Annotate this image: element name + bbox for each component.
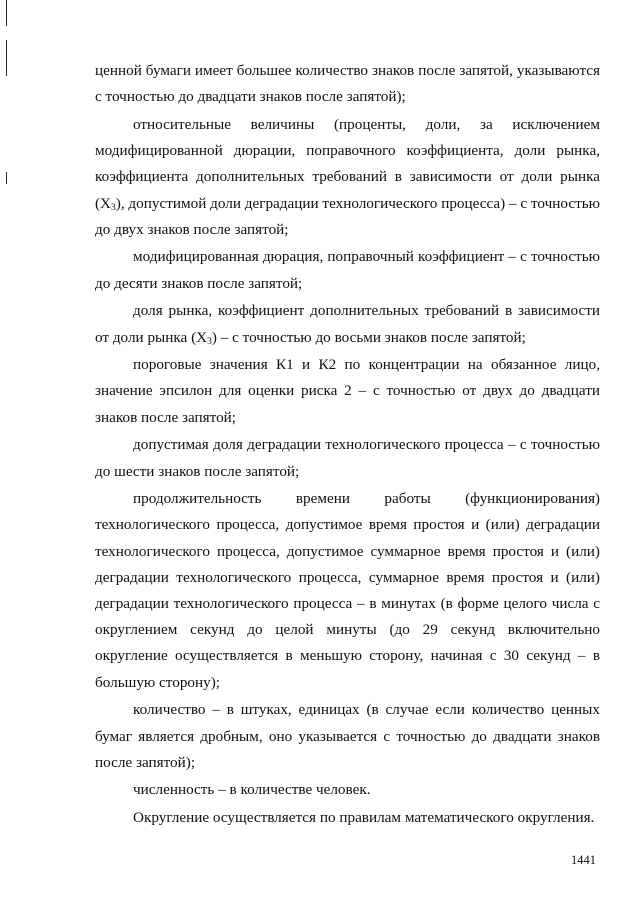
paragraph: пороговые значения К1 и К2 по концентрации на обязанное лицо, значение эпсилон для оценки риска 2 – с точностью от двух до двадцати знаков после запятой; bbox=[95, 356, 600, 426]
paragraph-text-tail: ) – с точностью до восьми знаков после запятой; bbox=[211, 328, 526, 346]
margin-line-mark bbox=[6, 172, 7, 184]
paragraph: модифицированная дюрация, поправочный коэффициент – с точностью до десяти знаков после запятой; bbox=[95, 248, 600, 292]
paragraph: ценной бумаги имеет большее количество знаков после запятой, указываются с точностью до двадцати знаков после запятой); bbox=[95, 62, 600, 106]
page-number: 1441 bbox=[571, 853, 596, 867]
paragraph bbox=[95, 298, 600, 350]
paragraph: численность – в количестве человек. bbox=[133, 781, 371, 799]
paragraph: Округление осуществляется по правилам математического округления. bbox=[133, 809, 595, 827]
subscript: 3 bbox=[207, 336, 212, 347]
paragraph: продолжительность времени работы (функционирования) технологического процесса, допустимое время простоя и (или) деградации технологического процесса, допустимое суммарное время простоя и (или) деградации технологического процесса, суммарное время простоя и (или) деградации технологического процесса – в минутах (в форме целого числа с округлением секунд до целой минуты (до 29 секунд включительно округление осуществляется в меньшую сторону, начиная с 30 секунд – в большую сторону); bbox=[95, 490, 600, 691]
paragraph bbox=[95, 112, 600, 243]
document-body bbox=[95, 58, 600, 833]
paragraph-text: относительные величины (проценты, доли, за исключением модифицированной дюрации, поправочного коэффициента, доли рынка, коэффициента дополнительных требований в зависимости от доли рынка (Х bbox=[95, 115, 600, 212]
paragraph-text-tail: ), допустимой доли деградации технологического процесса) – с точностью до двух знаков после запятой; bbox=[95, 194, 600, 238]
margin-line-mark bbox=[6, 0, 7, 26]
paragraph: допустимая доля деградации технологического процесса – с точностью до шести знаков после запятой; bbox=[95, 436, 600, 480]
subscript: 3 bbox=[111, 202, 116, 213]
paragraph: количество – в штуках, единицах (в случае если количество ценных бумаг является дробным, оно указывается с точностью до двадцати знаков после запятой); bbox=[95, 701, 600, 771]
margin-line-mark bbox=[6, 40, 7, 76]
paragraph-text: доля рынка, коэффициент дополнительных требований в зависимости от доли рынка (Х bbox=[95, 302, 600, 346]
